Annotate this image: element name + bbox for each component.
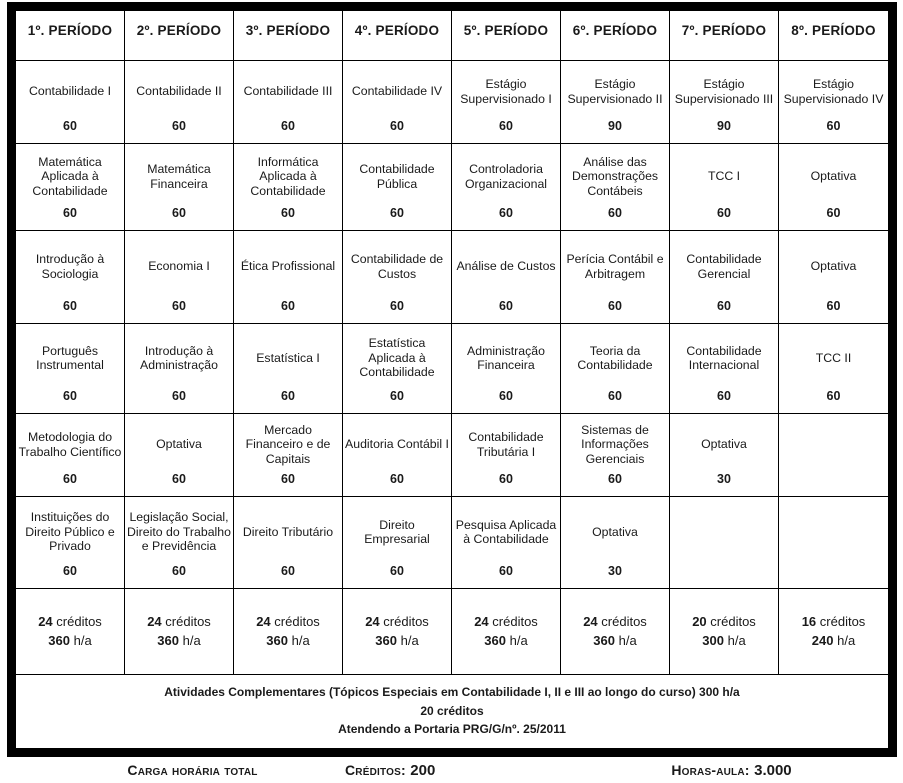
course-name: Estágio Supervisionado I [460, 77, 552, 106]
course-hours: 60 [499, 389, 513, 404]
course-cell [343, 414, 452, 497]
course-name: Contabilidade I [28, 84, 112, 99]
period-totals-cell [343, 589, 452, 675]
course-name: TCC I [707, 169, 741, 184]
course-cell [452, 324, 561, 414]
course-cell [561, 414, 670, 497]
total-class-hours [560, 762, 903, 780]
period-hours [484, 632, 527, 651]
period-header [670, 11, 779, 61]
course-cell [16, 61, 125, 144]
course-cell [561, 231, 670, 324]
period-header [779, 11, 888, 61]
course-name: Teoria da Contabilidade [577, 343, 653, 373]
period-header-label: 8º. PERÍODO [791, 23, 876, 38]
course-hours: 60 [390, 564, 404, 579]
course-cell [16, 144, 125, 231]
course-hours: 60 [826, 299, 841, 314]
period-hours-unit: h/a [509, 632, 528, 648]
course-cell [16, 497, 125, 589]
course-name [670, 497, 778, 579]
course-hours: 60 [499, 472, 513, 487]
course-name: Auditoria Contábil I [345, 437, 449, 452]
course-hours: 60 [172, 119, 186, 134]
course-name: Análise das Demonstrações Contábeis [571, 154, 659, 198]
period-totals-cell [452, 589, 561, 675]
course-name: Economia I [148, 259, 210, 274]
course-hours: 60 [390, 299, 404, 314]
course-cell [343, 61, 452, 144]
total-credits [345, 762, 560, 780]
course-cell [452, 231, 561, 324]
course-cell [779, 144, 888, 231]
course-hours: 60 [717, 206, 731, 221]
course-name: Pesquisa Aplicada à Contabilidade [455, 517, 557, 547]
course-cell [234, 144, 343, 231]
complementary-activities-note [16, 675, 888, 748]
complementary-credits-line: 20 créditos [420, 703, 484, 718]
period-hours-value: 240 [811, 632, 834, 648]
period-hours-value: 360 [484, 632, 506, 648]
period-credits-value: 24 [147, 613, 162, 629]
period-credits-unit: créditos [492, 613, 538, 629]
course-name: Introdução à Sociologia [35, 252, 105, 281]
period-hours-value: 300 [702, 632, 724, 648]
period-credits-unit: créditos [274, 613, 320, 629]
total-class-hours-value: 3.000 [754, 761, 792, 779]
course-cell [670, 497, 779, 589]
course-name: Estágio Supervisionado II [567, 77, 663, 106]
course-hours: 90 [608, 119, 622, 134]
course-hours: 60 [63, 119, 77, 134]
period-hours-value: 360 [593, 632, 615, 648]
course-hours: 60 [608, 472, 622, 487]
course-name: Controladoria Organizacional [464, 162, 548, 191]
course-cell [343, 231, 452, 324]
course-name: Estágio Supervisionado III [674, 77, 774, 106]
course-hours: 60 [63, 389, 77, 404]
period-credits-value: 20 [692, 613, 707, 629]
complementary-activities-line: Atividades Complementares (Tópicos Especiais em Contabilidade I, II e III ao longo do curso) 300 h/a [164, 685, 740, 699]
course-cell [670, 61, 779, 144]
course-cell [234, 61, 343, 144]
course-hours: 60 [63, 299, 77, 314]
period-header-label: 3º. PERÍODO [245, 23, 331, 38]
period-hours-unit: h/a [73, 632, 92, 648]
course-name: Informática Aplicada à Contabilidade [250, 154, 326, 198]
course-cell [561, 144, 670, 231]
period-header-label: 2º. PERÍODO [136, 23, 222, 38]
course-hours: 60 [281, 299, 295, 314]
course-name: Estatística I [256, 350, 320, 365]
period-credits [474, 613, 538, 632]
period-header [561, 11, 670, 61]
course-cell [561, 324, 670, 414]
course-cell [670, 144, 779, 231]
course-hours: 60 [281, 389, 295, 404]
course-cell [779, 324, 888, 414]
summary-bar [0, 757, 903, 783]
period-credits [802, 613, 866, 632]
course-cell [125, 231, 234, 324]
period-hours-value: 360 [157, 632, 179, 648]
course-cell [125, 61, 234, 144]
course-name: Estatística Aplicada à Contabilidade [359, 336, 435, 380]
period-hours-value: 360 [375, 632, 397, 648]
course-hours: 60 [172, 564, 186, 579]
course-cell [670, 231, 779, 324]
period-credits-unit: créditos [383, 613, 429, 629]
period-header [452, 11, 561, 61]
course-hours: 60 [281, 472, 295, 487]
period-credits-unit: créditos [601, 613, 647, 629]
period-credits-unit: créditos [710, 613, 756, 629]
course-cell [16, 231, 125, 324]
total-workload-text: Carga horária total [127, 761, 258, 778]
course-name: Optativa [810, 169, 857, 184]
course-hours [779, 487, 888, 496]
course-name: Matemática Financeira [147, 162, 211, 191]
course-hours: 60 [499, 119, 513, 134]
course-cell [234, 231, 343, 324]
course-name: Estágio Supervisionado IV [783, 77, 884, 106]
period-hours [266, 632, 309, 651]
period-header [343, 11, 452, 61]
course-cell [561, 61, 670, 144]
course-hours: 60 [281, 206, 295, 221]
course-cell [234, 324, 343, 414]
course-hours: 60 [608, 299, 622, 314]
period-header-label: 6º. PERÍODO [572, 23, 658, 38]
period-header-label: 7º. PERÍODO [681, 23, 767, 38]
course-name: Sistemas de Informações Gerenciais [581, 422, 649, 466]
course-hours: 60 [608, 206, 622, 221]
total-class-hours-label: Horas-aula: [671, 761, 750, 778]
course-name: Contabilidade Gerencial [686, 252, 762, 281]
period-hours [812, 632, 855, 651]
course-name: Contabilidade Internacional [686, 343, 762, 373]
course-name: Optativa [156, 437, 202, 452]
course-hours: 60 [826, 119, 841, 134]
course-name [779, 414, 888, 487]
period-credits [38, 613, 102, 632]
total-workload-label [0, 762, 345, 780]
period-hours-unit: h/a [291, 632, 310, 648]
course-hours: 60 [608, 389, 622, 404]
course-hours: 60 [390, 206, 404, 221]
total-credits-value: 200 [410, 761, 436, 779]
course-name: Português Instrumental [36, 343, 104, 373]
course-cell [125, 497, 234, 589]
course-name: TCC II [815, 350, 852, 365]
period-header-label: 4º. PERÍODO [354, 23, 440, 38]
total-credits-label: Créditos: [345, 761, 406, 778]
course-hours [779, 579, 888, 588]
period-totals-cell [125, 589, 234, 675]
period-totals-cell [16, 589, 125, 675]
portaria-line: Atendendo a Portaria PRG/G/nº. 25/2011 [338, 722, 566, 737]
period-hours [48, 632, 91, 651]
period-credits [692, 613, 756, 632]
course-hours: 60 [390, 389, 404, 404]
course-name [779, 497, 888, 579]
period-hours-unit: h/a [400, 632, 419, 648]
period-hours-value: 360 [48, 632, 70, 648]
course-hours: 60 [172, 389, 186, 404]
period-hours-unit: h/a [837, 632, 856, 648]
period-credits [147, 613, 211, 632]
course-hours: 30 [717, 472, 731, 487]
period-header-label: 5º. PERÍODO [463, 23, 549, 38]
period-header [125, 11, 234, 61]
period-credits [256, 613, 320, 632]
course-hours: 60 [717, 299, 731, 314]
course-cell [779, 61, 888, 144]
course-cell [125, 324, 234, 414]
course-hours: 60 [172, 299, 186, 314]
course-cell [452, 497, 561, 589]
course-cell [343, 324, 452, 414]
period-hours [593, 632, 636, 651]
course-hours: 60 [499, 299, 513, 314]
course-hours: 60 [172, 472, 186, 487]
course-name: Legislação Social, Direito do Trabalho e Previdência [127, 510, 231, 554]
course-name: Metodologia do Trabalho Científico [18, 430, 122, 459]
period-hours-unit: h/a [618, 632, 637, 648]
course-hours: 60 [281, 119, 295, 134]
course-hours: 60 [826, 206, 841, 221]
period-totals-cell [561, 589, 670, 675]
course-name: Optativa [701, 437, 747, 452]
course-cell [234, 497, 343, 589]
course-name: Introdução à Administração [140, 343, 218, 373]
course-name: Ética Profissional [240, 259, 336, 274]
period-credits [583, 613, 647, 632]
course-name: Contabilidade II [136, 84, 222, 99]
course-hours: 60 [499, 206, 513, 221]
course-name: Contabilidade Pública [359, 162, 435, 191]
course-hours [670, 579, 778, 588]
course-hours: 60 [172, 206, 186, 221]
course-name: Contabilidade IV [351, 84, 443, 99]
course-name: Administração Financeira [467, 343, 545, 373]
curriculum-table-frame [7, 2, 897, 757]
course-hours: 30 [608, 564, 622, 579]
course-name: Optativa [592, 524, 638, 539]
course-cell [779, 414, 888, 497]
course-hours: 90 [717, 119, 731, 134]
course-cell [670, 414, 779, 497]
course-cell [779, 497, 888, 589]
course-hours: 60 [63, 472, 77, 487]
period-hours [375, 632, 418, 651]
course-name: Direito Tributário [242, 524, 334, 539]
period-hours-value: 360 [266, 632, 288, 648]
course-cell [343, 144, 452, 231]
period-hours-unit: h/a [727, 632, 746, 648]
course-hours: 60 [281, 564, 295, 579]
course-hours: 60 [63, 206, 77, 221]
course-cell [452, 414, 561, 497]
course-cell [343, 497, 452, 589]
course-hours: 60 [390, 119, 404, 134]
course-name: Mercado Financeiro e de Capitais [245, 422, 331, 466]
course-cell [16, 324, 125, 414]
course-cell [16, 414, 125, 497]
period-header [16, 11, 125, 61]
period-credits-unit: créditos [165, 613, 211, 629]
course-cell [234, 414, 343, 497]
course-cell [561, 497, 670, 589]
course-name: Análise de Custos [456, 259, 556, 274]
course-cell [452, 61, 561, 144]
course-cell [670, 324, 779, 414]
period-hours [157, 632, 200, 651]
period-credits [365, 613, 429, 632]
period-header-label: 1º. PERÍODO [27, 23, 113, 38]
course-hours: 60 [63, 564, 77, 579]
course-name: Perícia Contábil e Arbitragem [566, 252, 664, 281]
course-cell [452, 144, 561, 231]
period-credits-value: 24 [474, 613, 489, 629]
course-name: Optativa [810, 259, 857, 274]
course-name: Contabilidade Tributária I [468, 430, 544, 459]
period-credits-value: 24 [365, 613, 380, 629]
period-credits-unit: créditos [819, 613, 866, 629]
course-hours: 60 [390, 472, 404, 487]
period-credits-value: 24 [583, 613, 598, 629]
course-name: Instituições do Direito Público e Privado [25, 510, 115, 554]
course-cell [125, 414, 234, 497]
course-hours: 60 [717, 389, 731, 404]
period-credits-value: 16 [801, 613, 817, 629]
period-totals-cell [234, 589, 343, 675]
course-hours: 60 [826, 389, 841, 404]
course-name: Contabilidade III [243, 84, 333, 99]
course-cell [779, 231, 888, 324]
course-name: Contabilidade de Custos [350, 252, 444, 281]
period-totals-cell [779, 589, 888, 675]
period-credits-value: 24 [38, 613, 53, 629]
period-hours-unit: h/a [182, 632, 201, 648]
period-totals-cell [670, 589, 779, 675]
curriculum-grid [16, 11, 888, 675]
period-credits-value: 24 [256, 613, 271, 629]
course-name: Direito Empresarial [364, 517, 430, 547]
course-name: Matemática Aplicada à Contabilidade [32, 154, 108, 198]
period-header [234, 11, 343, 61]
period-credits-unit: créditos [56, 613, 102, 629]
period-hours [702, 632, 745, 651]
course-cell [125, 144, 234, 231]
course-hours: 60 [499, 564, 513, 579]
